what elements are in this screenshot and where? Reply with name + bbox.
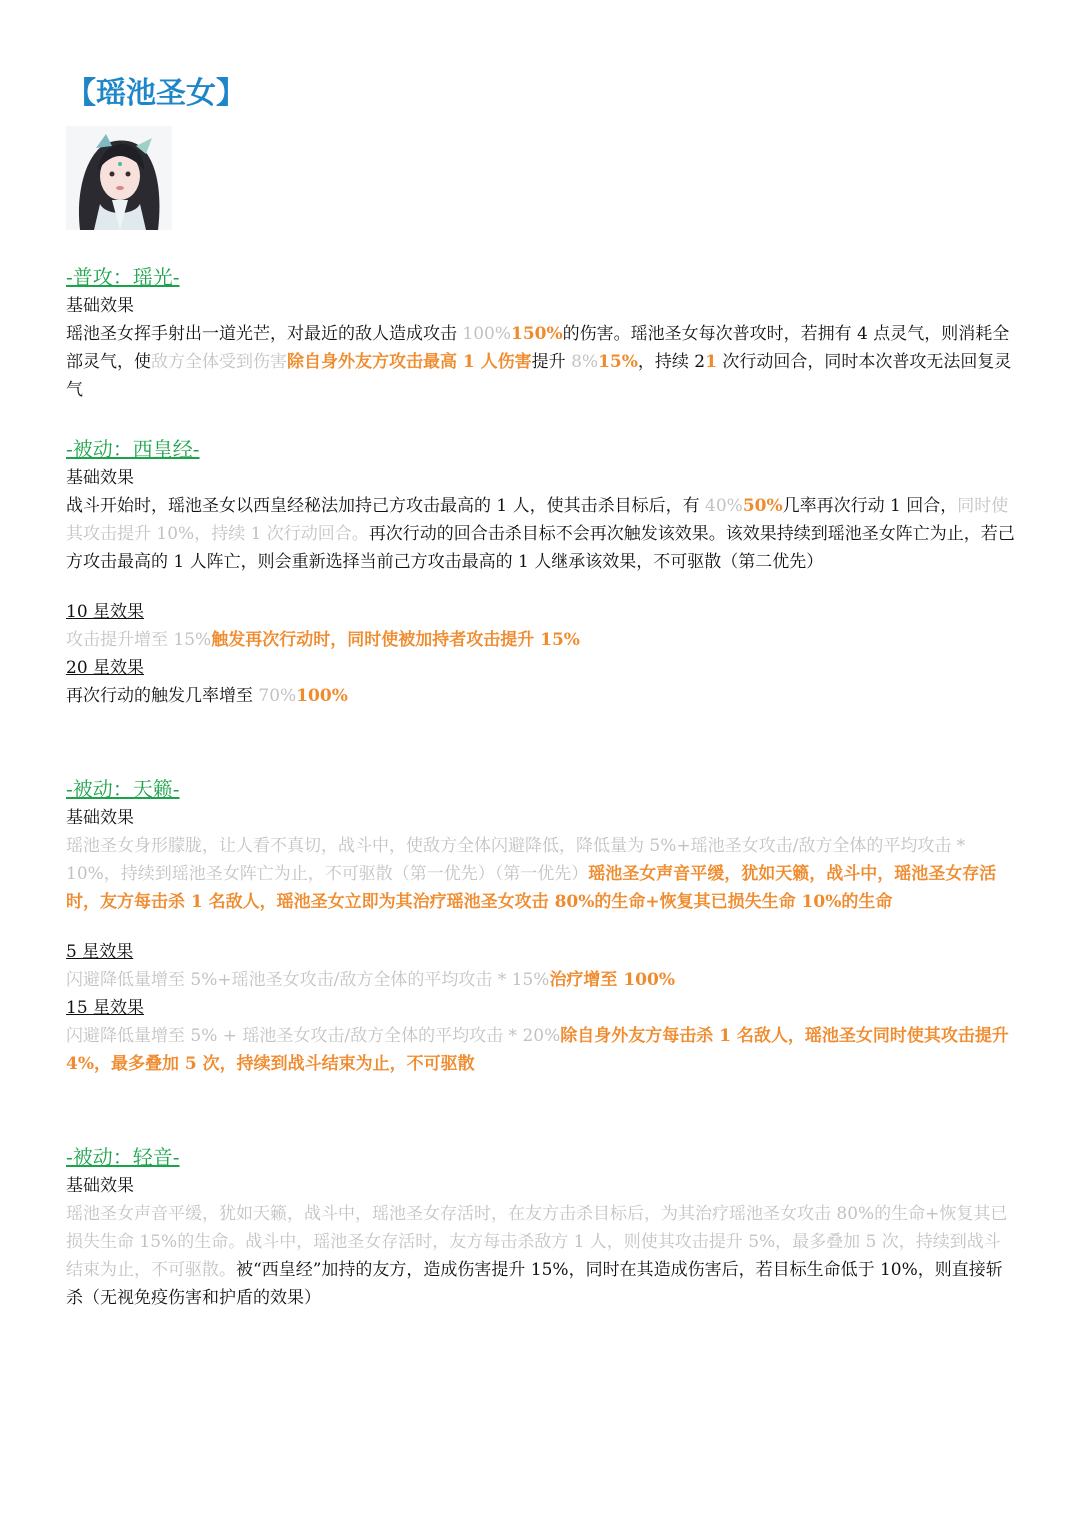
star-5-text: 闪避降低量增至 5%+瑶池圣女攻击/敌方全体的平均攻击 * 15%治疗增至 100% <box>66 970 675 990</box>
skill-section-normal-attack <box>66 262 1016 404</box>
character-portrait-icon <box>66 126 172 230</box>
base-effect-label: 基础效果 <box>66 468 134 488</box>
star-20-label: 20 星效果 <box>66 658 145 678</box>
star-10-label: 10 星效果 <box>66 602 145 622</box>
star-15-label: 15 星效果 <box>66 998 145 1018</box>
page-title: 【瑶池圣女】 <box>66 76 246 111</box>
star-15-text: 闪避降低量增至 5% + 瑶池圣女攻击/敌方全体的平均攻击 * 20%除自身外友方每击杀 1 名敌人，瑶池圣女同时使其攻击提升 4%，最多叠加 5 次，持续到战斗结束为止，不可驱散 <box>66 1026 1009 1074</box>
base-effect-text: 瑶池圣女声音平缓，犹如天籁，战斗中，瑶池圣女存活时，在友方击杀目标后，为其治疗瑶池圣女攻击 80%的生命+恢复其已损失生命 15%的生命。战斗中，瑶池圣女存活时，友方每击杀敌方 1 人，则使其攻击提升 5%，最多叠加 5 次，持续到战斗结束为止，不可驱散。被“西皇经”加持的友方，造成伤害提升 15%，同时在其造成伤害后，若目标生命低于 10%，则直接斩杀（无视免疫伤害和护盾的效果） <box>66 1204 1008 1308</box>
skill-heading: -被动：轻音- <box>66 1145 180 1169</box>
star-10-text: 攻击提升增至 15%触发再次行动时，同时使被加持者攻击提升 15% <box>66 630 580 650</box>
skill-heading: -被动：西皇经- <box>66 437 200 461</box>
base-effect-label: 基础效果 <box>66 296 134 316</box>
skill-section-qingyin <box>66 1142 1016 1312</box>
skill-section-xihuangjing <box>66 434 1016 710</box>
base-effect-text: 瑶池圣女挥手射出一道光芒，对最近的敌人造成攻击 100%150%的伤害。瑶池圣女每次普攻时，若拥有 4 点灵气，则消耗全部灵气，使敌方全体受到伤害除自身外友方攻击最高 1 人伤害提升 8%15%，持续 21 次行动回合，同时本次普攻无法回复灵气 <box>66 324 1012 400</box>
skill-heading: -被动：天籁- <box>66 777 180 801</box>
base-effect-label: 基础效果 <box>66 808 134 828</box>
base-effect-text: 瑶池圣女身形朦胧，让人看不真切，战斗中，使敌方全体闪避降低，降低量为 5%+瑶池圣女攻击/敌方全体的平均攻击 * 10%，持续到瑶池圣女阵亡为止，不可驱散（第一优先）（第一优先）瑶池圣女声音平缓，犹如天籁，战斗中，瑶池圣女存活时，友方每击杀 1 名敌人，瑶池圣女立即为其治疗瑶池圣女攻击 80%的生命+恢复其已损失生命 10%的生命 <box>66 836 997 912</box>
star-20-text: 再次行动的触发几率增至 70%100% <box>66 686 348 706</box>
star-5-label: 5 星效果 <box>66 942 134 962</box>
base-effect-label: 基础效果 <box>66 1176 134 1196</box>
skill-section-tianlai <box>66 774 1016 1078</box>
base-effect-text: 战斗开始时，瑶池圣女以西皇经秘法加持己方攻击最高的 1 人，使其击杀目标后，有 40%50%几率再次行动 1 回合，同时使其攻击提升 10%，持续 1 次行动回合。再次行动的回合击杀目标不会再次触发该效果。该效果持续到瑶池圣女阵亡为止，若己方攻击最高的 1 人阵亡，则会重新选择当前己方攻击最高的 1 人继承该效果，不可驱散（第二优先） <box>66 496 1015 572</box>
skill-heading: -普攻：瑶光- <box>66 265 180 289</box>
